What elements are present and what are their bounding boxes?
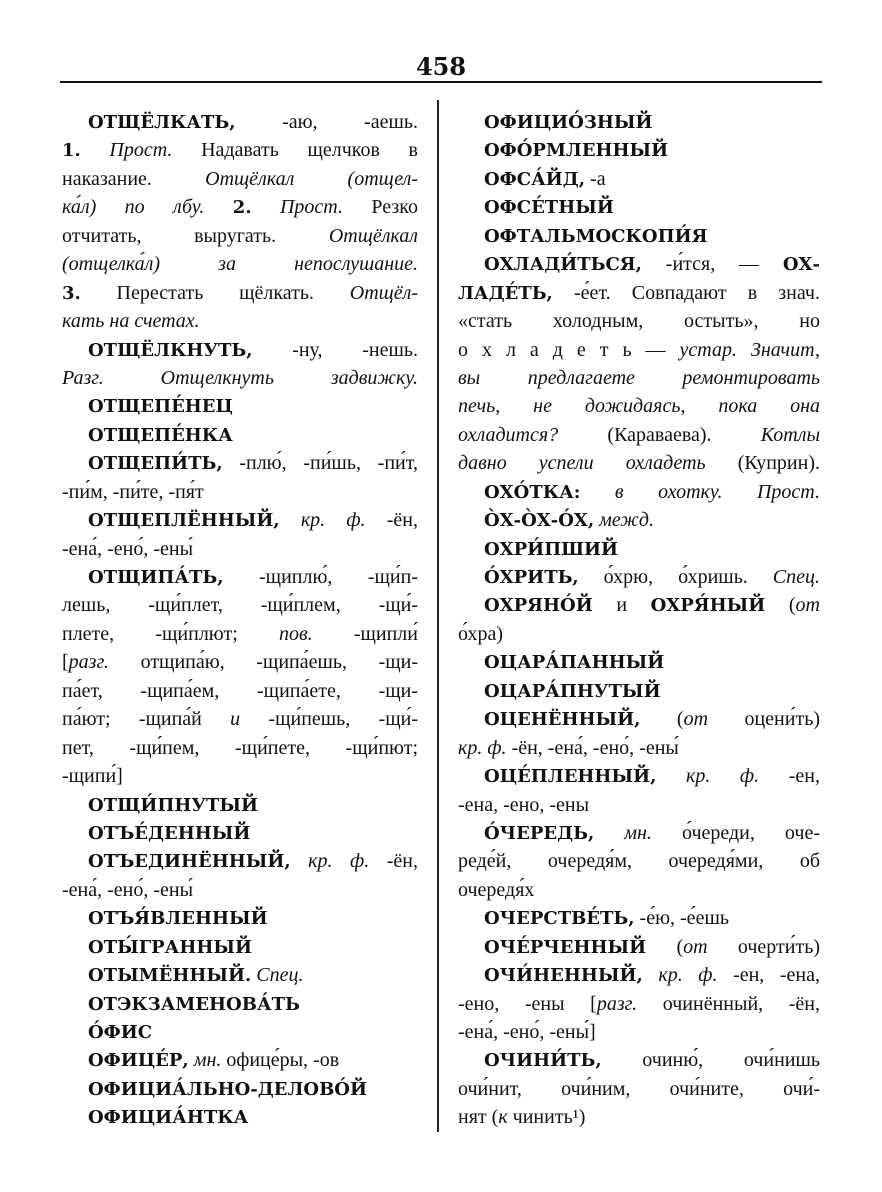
headword: ОФСЕ́ТНЫЙ (484, 197, 614, 219)
text-line (458, 193, 820, 221)
headword: ОЧИ́НЕННЫЙ, (484, 965, 643, 987)
text-line (458, 648, 820, 676)
italic-text: в охотку. Прост. (580, 480, 820, 503)
headword: ОЦЕНЁННЫЙ, (484, 709, 641, 731)
text: -плю́, -пи́шь, -пи́т, (222, 452, 418, 475)
text-line (458, 762, 820, 790)
text: -щипи́] (62, 765, 123, 788)
italic-text: Прост. (80, 139, 173, 162)
italic-text: Отщёл- (349, 281, 418, 304)
text-line (458, 336, 820, 364)
text: -ён, (365, 509, 418, 532)
text-line (458, 961, 820, 989)
text-line (458, 933, 820, 961)
text-line (458, 876, 820, 904)
headword: ОЧЕРСТВЕ́ТЬ, (484, 908, 635, 930)
text: (Караваева). (558, 423, 761, 446)
text-line (62, 705, 418, 733)
italic-text: давно успели охладеть (458, 452, 706, 475)
text-line (62, 108, 418, 136)
text-line (62, 478, 418, 506)
header-rule (60, 81, 822, 83)
text: -и́тся, — (641, 253, 783, 276)
headword: 3. (62, 282, 81, 304)
text-line (62, 336, 418, 364)
text: очиню́, очи́нишь (601, 1049, 820, 1072)
text-line (458, 819, 820, 847)
italic-text: кр. ф. (642, 964, 718, 987)
text-line (458, 1103, 820, 1131)
text-line (62, 563, 418, 591)
headword: ОТЩЕПИ́ТЬ, (88, 453, 223, 475)
text-line (458, 535, 820, 563)
text-line (62, 819, 418, 847)
headword: ОХРЯ́НЫЙ (650, 595, 766, 617)
text: очинённый, -ён, (637, 992, 820, 1015)
column-divider (437, 100, 439, 1132)
headword: ОТЫ́ГРАННЫЙ (88, 936, 252, 958)
text: -щи́пешь, -щи́- (240, 708, 418, 731)
headword: ОХРИ́ПШИЙ (484, 538, 619, 560)
headword: ОТЫМЁННЫЙ. (88, 965, 252, 987)
headword: ОТЪЕДИНЁННЫЙ, (88, 851, 291, 873)
text: плете, -щи́плют; (62, 622, 279, 645)
text-line (62, 591, 418, 619)
text: -ен, (759, 765, 820, 788)
headword: ОФИЦИО́ЗНЫЙ (484, 112, 653, 133)
text: очи́нит, очи́ним, очи́ните, очи́- (458, 1077, 820, 1100)
text: -ну, -нешь. (252, 338, 418, 361)
headword: ЛАДЕ́ТЬ, (458, 282, 553, 304)
text-line (62, 449, 418, 477)
text-line (458, 165, 820, 193)
text: Перестать щёлкать. (80, 281, 350, 304)
headword: ОХРЯНО́Й (484, 595, 593, 617)
text-line (62, 677, 418, 705)
italic-text: кр. ф. (458, 736, 507, 759)
headword: ОЦЕ́ПЛЕННЫЙ, (484, 766, 657, 788)
text: Надавать щелчков в (172, 139, 418, 162)
italic-text: разг. (68, 651, 110, 674)
text: па́ют; -щипа́й (62, 708, 231, 731)
text: -ено, -ены [ (458, 992, 597, 1015)
text-line (62, 847, 418, 875)
text: -ён, (369, 850, 418, 873)
text-line (62, 961, 418, 989)
text: нят ( (458, 1106, 499, 1129)
text-line (458, 677, 820, 705)
left-column (62, 108, 418, 1132)
text: о́хрю, о́хришь. (578, 566, 773, 588)
text: очередя́х (458, 878, 535, 901)
text: реде́й, очередя́м, очередя́ми, об (458, 850, 820, 873)
text: чинить¹) (507, 1106, 586, 1129)
text-line (62, 506, 418, 534)
text-line (458, 364, 820, 392)
text-line (458, 620, 820, 648)
text-line (62, 222, 418, 250)
headword: ОТЪЯ́ВЛЕННЫЙ (88, 908, 268, 930)
text-line (458, 734, 820, 762)
italic-text: вы предлагаете ремонтировать (458, 366, 820, 389)
headword: ОФИЦИА́НТКА (88, 1107, 249, 1129)
headword: О́ХРИТЬ, (484, 567, 579, 588)
italic-text: кр. ф. (656, 765, 760, 788)
headword: ОЦАРА́ПАННЫЙ (484, 652, 665, 674)
headword: ОЦАРА́ПНУТЫЙ (484, 680, 661, 702)
text: и (592, 594, 651, 617)
text-line (458, 222, 820, 250)
italic-text: печь, не дожидаясь, пока она (458, 395, 820, 418)
right-column (458, 108, 820, 1132)
italic-text: Котлы (760, 423, 820, 446)
italic-text: устар. Значит, (679, 338, 821, 361)
text-line (62, 1046, 418, 1074)
italic-text: от (795, 594, 820, 617)
text-line (458, 506, 820, 534)
text-line (62, 791, 418, 819)
italic-text: от (683, 708, 709, 731)
text-line (458, 250, 820, 278)
text-line (62, 990, 418, 1018)
text-line (458, 1018, 820, 1046)
text-line (458, 705, 820, 733)
text-line (62, 136, 418, 164)
text-line (62, 421, 418, 449)
text: ( (646, 935, 684, 958)
text: -щипли́ (312, 622, 418, 645)
text-line (62, 279, 418, 307)
text: о х л а д е т ь — (458, 338, 680, 361)
text: -ен, -ена, (717, 964, 820, 987)
italic-text: охладится? (458, 423, 559, 446)
italic-text: разг. (596, 992, 638, 1015)
headword: 1. (62, 140, 81, 162)
text-line (62, 193, 418, 221)
italic-text: и (230, 708, 241, 731)
text: -аю, -аешь. (235, 111, 418, 133)
italic-text: (отщелка́л) за непослушание. (62, 253, 418, 276)
text-line (62, 933, 418, 961)
headword: ОФТАЛЬМОСКОПИ́Я (484, 225, 708, 247)
italic-text: межд. (594, 509, 655, 532)
text: оцени́ть) (708, 708, 820, 731)
italic-text: мн. (188, 1049, 222, 1072)
text: ( (640, 708, 684, 731)
text-line (62, 904, 418, 932)
italic-text: Спец. (772, 566, 820, 588)
headword: ОТЩИ́ПНУТЫЙ (88, 794, 258, 816)
text: очерти́ть) (707, 935, 820, 958)
headword: ОХО́ТКА: (484, 481, 581, 503)
text: (Куприн). (705, 452, 820, 475)
headword: ОЧЕ́РЧЕННЫЙ (484, 936, 647, 958)
text-line (62, 762, 418, 790)
text-line (62, 1103, 418, 1131)
text-line (458, 847, 820, 875)
headword: ОТЪЕ́ДЕННЫЙ (88, 822, 251, 844)
italic-text: от (683, 935, 708, 958)
text: -щиплю́, -щи́п- (223, 566, 418, 588)
text: наказание. (62, 167, 206, 190)
italic-text: Спец. (251, 964, 304, 987)
italic-text: Отщёлкал (328, 224, 418, 247)
text: отщипа́ю, -щипа́ешь, -щи- (109, 651, 418, 674)
text-line (62, 392, 418, 420)
headword: О̀Х-О̀Х-О́Х, (484, 510, 595, 532)
text: лешь, -щи́плет, -щи́плем, -щи́- (62, 594, 418, 617)
headword: ОТЩЕПЛЁННЫЙ, (88, 510, 280, 532)
text: Резко (343, 196, 418, 219)
headword: ОТЩИПА́ТЬ, (88, 567, 224, 588)
text-line (62, 250, 418, 278)
italic-text: Отщёлкал (отщел- (205, 167, 418, 190)
text-line (62, 1018, 418, 1046)
text: [ (62, 651, 69, 674)
text-line (458, 421, 820, 449)
text-line (62, 535, 418, 563)
text-line (62, 734, 418, 762)
text-line (458, 108, 820, 136)
headword: ОФИЦЕ́Р, (88, 1050, 189, 1072)
text: о́череди, оче- (651, 821, 820, 844)
text-line (62, 648, 418, 676)
text: -а (585, 167, 606, 190)
text-line (458, 307, 820, 335)
text-line (62, 364, 418, 392)
page-number: 458 (415, 52, 467, 81)
text-line (62, 876, 418, 904)
headword: О́ФИС (88, 1022, 153, 1043)
headword: ОФСА́ЙД, (484, 168, 586, 190)
text-line (458, 791, 820, 819)
italic-text: Прост. (251, 196, 343, 219)
italic-text: кр. ф. (290, 850, 370, 873)
italic-text: Разг. Отщелкнуть задвижку. (62, 366, 418, 389)
headword: ОФО́РМЛЕННЫЙ (484, 140, 669, 162)
headword: ОТЩЕПЕ́НЕЦ (88, 396, 233, 418)
text-line (458, 591, 820, 619)
italic-text: мн. (594, 821, 652, 844)
text: пет, -щи́пем, -щи́пете, -щи́пют; (62, 736, 418, 759)
text: па́ет, -щипа́ем, -щипа́ете, -щи- (62, 679, 418, 702)
headword: 2. (232, 197, 252, 219)
text-line (458, 990, 820, 1018)
text: -ена, -ено, -ены (458, 793, 590, 816)
text-line (62, 165, 418, 193)
text-line (62, 620, 418, 648)
headword: ОТЭКЗАМЕНОВА́ТЬ (88, 993, 300, 1015)
text-line (458, 1075, 820, 1103)
text: ( (765, 594, 796, 617)
text-line (458, 1046, 820, 1074)
text: -ена́, -ено́, -ены́] (458, 1021, 596, 1043)
headword: ОТЩЁЛКАТЬ, (88, 112, 236, 133)
text-line (458, 563, 820, 591)
text-line (458, 392, 820, 420)
text: -ена́, -ено́, -ены́ (62, 878, 194, 901)
headword: ОТЩЁЛКНУТЬ, (88, 339, 253, 361)
text: о́хра) (458, 622, 504, 645)
italic-text: ка́л) по лбу. (62, 196, 233, 219)
text: -пи́м, -пи́те, -пя́т (62, 480, 204, 503)
headword: ОХ- (782, 254, 820, 276)
text: отчитать, выругать. (62, 224, 329, 247)
headword: ОТЩЕПЕ́НКА (88, 424, 233, 446)
text-line (458, 478, 820, 506)
text: офице́ры, -ов (221, 1049, 340, 1072)
italic-text: к (498, 1106, 508, 1129)
headword: ОФИЦИА́ЛЬНО-ДЕЛОВО́Й (88, 1078, 367, 1100)
headword: ОЧИНИ́ТЬ, (484, 1050, 602, 1072)
text-line (62, 307, 418, 335)
headword: ОХЛАДИ́ТЬСЯ, (484, 254, 642, 276)
italic-text: кр. ф. (279, 509, 366, 532)
text: -е́ю, -е́ешь (634, 907, 729, 930)
text: -е́ет. Совпадают в знач. (552, 281, 820, 304)
text: «стать холодным, остыть», но (458, 310, 820, 333)
text: -ена́, -ено́, -ены́ (62, 537, 194, 560)
headword: О́ЧЕРЕДЬ, (484, 822, 595, 844)
italic-text: пов. (278, 622, 313, 645)
italic-text: кать на счетах. (62, 310, 200, 333)
text-line (458, 279, 820, 307)
text: -ён, -ена́, -ено́, -ены́ (506, 736, 679, 759)
text-line (458, 449, 820, 477)
text-line (62, 1075, 418, 1103)
text-line (458, 904, 820, 932)
text-line (458, 136, 820, 164)
